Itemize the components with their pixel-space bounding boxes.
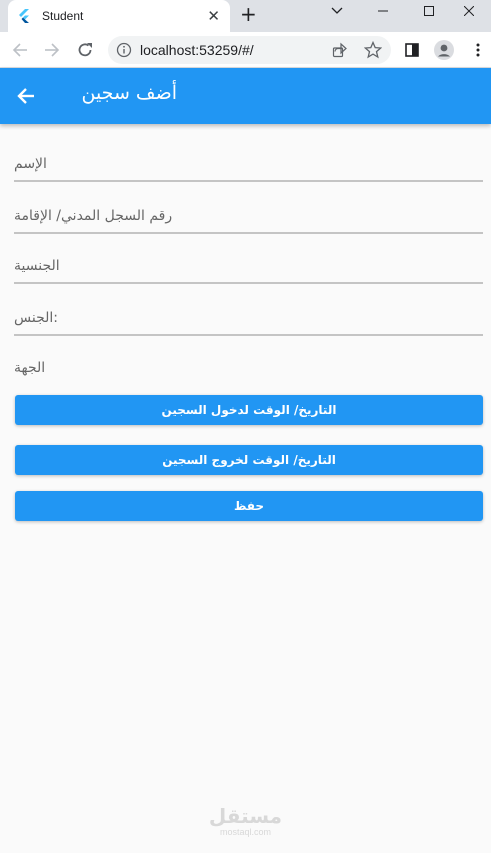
tab-title: Student bbox=[42, 9, 84, 23]
page-title: أضف سجين bbox=[81, 82, 177, 104]
gender-input[interactable] bbox=[14, 302, 483, 334]
flutter-icon bbox=[18, 9, 30, 23]
kebab-icon[interactable] bbox=[468, 40, 488, 60]
star-icon[interactable] bbox=[364, 41, 382, 59]
avatar-icon[interactable] bbox=[434, 40, 454, 60]
browser-tab[interactable] bbox=[8, 0, 230, 32]
watermark-url: mostaql.com bbox=[219, 827, 272, 837]
entry-datetime-button[interactable]: التاريخ/ الوقت لدخول السجين bbox=[15, 395, 483, 425]
gender-field[interactable] bbox=[14, 302, 483, 336]
window-close-icon[interactable] bbox=[446, 0, 491, 22]
nationality-input[interactable] bbox=[14, 250, 483, 282]
id-number-field[interactable] bbox=[14, 200, 483, 234]
minimize-icon[interactable] bbox=[360, 0, 406, 22]
save-button[interactable]: حفظ bbox=[15, 491, 483, 521]
id-number-input[interactable] bbox=[14, 200, 483, 232]
name-field[interactable] bbox=[14, 148, 483, 182]
exit-datetime-button[interactable]: التاريخ/ الوقت لخروج السجين bbox=[15, 445, 483, 475]
address-bar[interactable] bbox=[108, 36, 391, 64]
side-panel-icon[interactable] bbox=[402, 40, 422, 60]
name-input[interactable] bbox=[14, 148, 483, 180]
browser-toolbar bbox=[0, 32, 491, 68]
browser-tab-strip bbox=[0, 0, 491, 32]
nationality-field[interactable] bbox=[14, 250, 483, 284]
arrow-back-icon[interactable] bbox=[14, 84, 38, 108]
arrow-left-icon[interactable] bbox=[10, 40, 30, 60]
tab-search-icon[interactable] bbox=[314, 0, 360, 22]
department-input[interactable] bbox=[14, 352, 483, 384]
url-text: localhost:53259/#/ bbox=[140, 42, 254, 58]
app-bar bbox=[0, 68, 491, 124]
watermark-logo: مستقل bbox=[208, 804, 283, 828]
info-icon[interactable] bbox=[116, 42, 132, 58]
watermark bbox=[0, 805, 491, 837]
reload-icon[interactable] bbox=[75, 40, 95, 60]
share-icon[interactable] bbox=[332, 42, 348, 58]
close-icon[interactable]: ✕ bbox=[207, 7, 220, 25]
arrow-right-icon[interactable] bbox=[42, 40, 62, 60]
plus-icon[interactable]: + bbox=[240, 2, 257, 26]
department-field[interactable] bbox=[14, 352, 483, 386]
